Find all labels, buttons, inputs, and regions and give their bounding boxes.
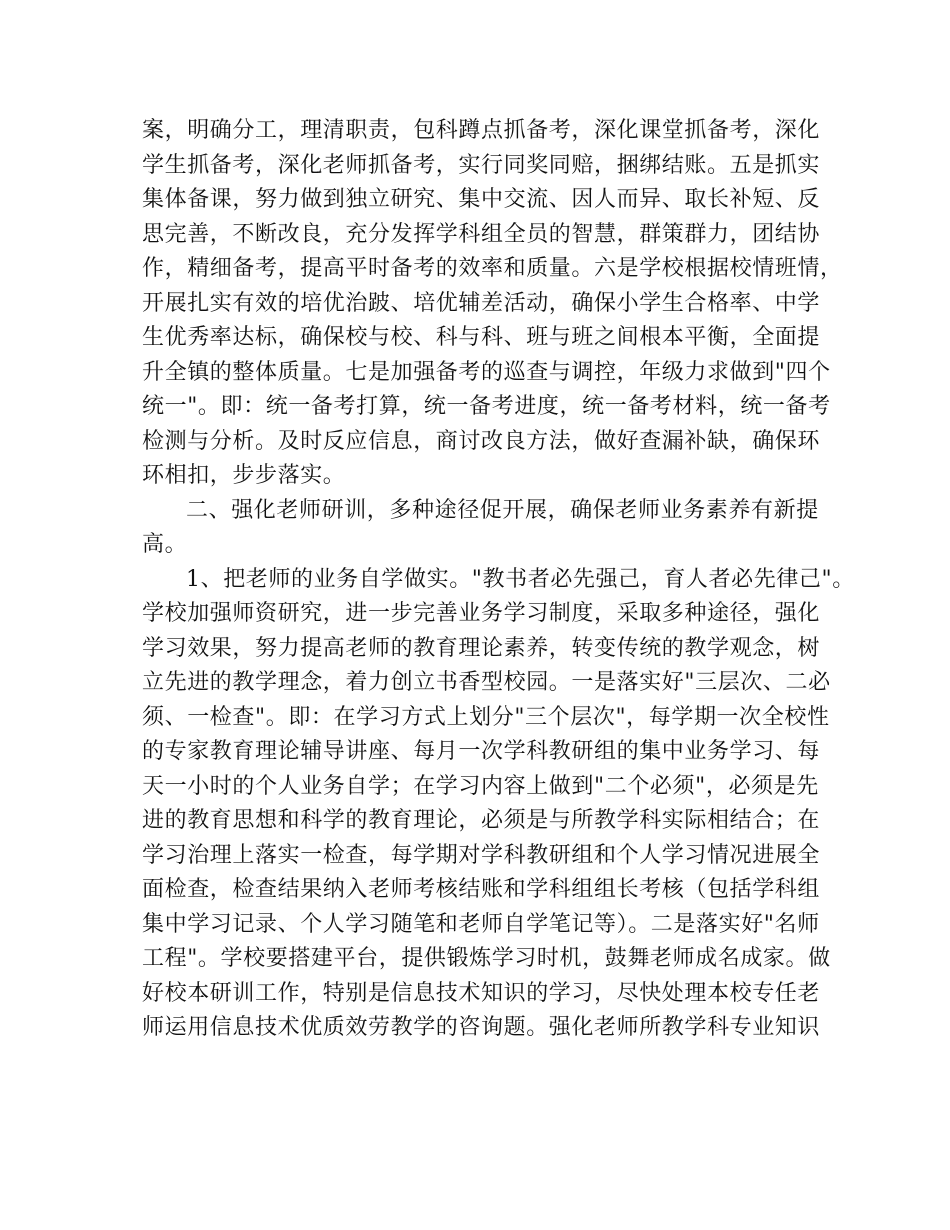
text-line: 生优秀率达标，确保校与校、科与科、班与班之间根本平衡，全面提	[142, 325, 821, 350]
text-line: 统一"。即：统一备考打算，统一备考进度，统一备考材料，统一备考	[142, 394, 831, 419]
text-line: 师运用信息技术优质效劳教学的咨询题。强化老师所教学科专业知识	[142, 1015, 821, 1040]
section-heading-line: 高。	[142, 532, 188, 557]
section-heading-line: 二、强化老师研训，多种途径促开展，确保老师业务素养有新提	[186, 497, 819, 523]
text-line: 1、把老师的业务自学做实。"教书者必先强己，育人者必先律己"。	[186, 566, 855, 592]
text-line: 面检查，检查结果纳入老师考核结账和学科组组长考核（包括学科组	[142, 877, 821, 902]
text-line: 工程"。学校要搭建平台，提供锻炼学习时机，鼓舞老师成名成家。做	[142, 946, 831, 971]
text-line: 检测与分析。及时反应信息，商讨改良方法，做好查漏补缺，确保环	[142, 428, 821, 454]
text-line: 须、一检查"。即：在学习方式上划分"三个层次"，每学期一次全校性	[142, 704, 830, 730]
text-line: 升全镇的整体质量。七是加强备考的巡查与调控，年级力求做到"四个	[142, 359, 831, 385]
text-line: 集体备课，努力做到独立研究、集中交流、因人而异、取长补短、反	[142, 187, 821, 212]
text-line: 作，精细备考，提高平时备考的效率和质量。六是学校根据校情班情，	[142, 256, 843, 281]
body-text	[142, 114, 855, 1046]
text-line: 学校加强师资研究，进一步完善业务学习制度，采取多种途径，强化	[142, 601, 821, 626]
text-line: 的专家教育理论辅导讲座、每月一次学科教研组的集中业务学习、每	[142, 739, 821, 764]
text-line: 学习效果，努力提高老师的教育理论素养，转变传统的教学观念，树	[142, 635, 821, 661]
text-line: 好校本研训工作，特别是信息技术知识的学习，尽快处理本校专任老	[142, 980, 821, 1006]
text-line: 开展扎实有效的培优治跛、培优辅差活动，确保小学生合格率、中学	[142, 290, 821, 316]
text-line: 环相扣，步步落实。	[142, 463, 346, 488]
text-line: 学生抓备考，深化老师抓备考，实行同奖同赔，捆绑结账。五是抓实	[142, 152, 821, 178]
text-line: 进的教育思想和科学的教育理论，必须是与所教学科实际相结合；在	[142, 808, 821, 833]
text-line: 天一小时的个人业务自学；在学习内容上做到"二个必须"，必须是先	[142, 773, 819, 799]
text-line: 集中学习记录、个人学习随笔和老师自学笔记等）。二是落实好"名师	[142, 911, 820, 937]
text-line: 思完善，不断改良，充分发挥学科组全员的智慧，群策群力，团结协	[142, 221, 821, 247]
text-line: 案，明确分工，理清职责，包科蹲点抓备考，深化课堂抓备考，深化	[142, 118, 821, 143]
text-line: 学习治理上落实一检查，每学期对学科教研组和个人学习情况进展全	[142, 842, 821, 868]
text-line: 立先进的教学理念，着力创立书香型校园。一是落实好"三层次、二必	[142, 670, 831, 695]
